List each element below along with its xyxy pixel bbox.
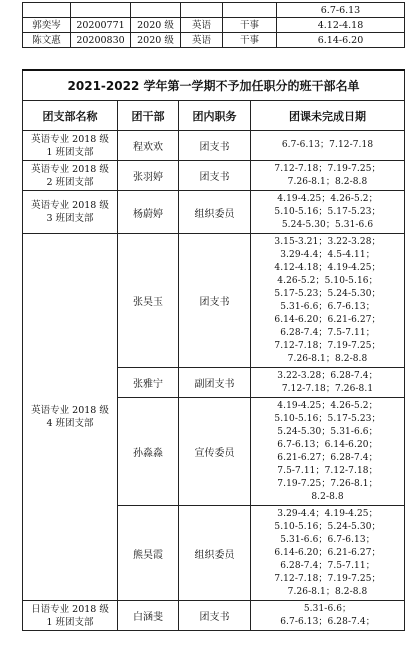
cell-grade: 2020 级	[131, 33, 181, 48]
header-cadre: 团干部	[118, 101, 179, 131]
unit-line: 4 班团支部	[46, 418, 94, 429]
cell-role: 团支书	[179, 161, 251, 191]
date-line: 5.17-5.23；5.24-5.30；	[274, 288, 381, 299]
date-line: 4.19-4.25；4.26-5.2；	[277, 400, 378, 411]
unit-line: 2 班团支部	[46, 176, 94, 188]
date-line: 7.26-8.1；8.2-8.8	[287, 176, 368, 187]
cell-role: 干事	[223, 18, 277, 33]
date-line: 5.10-5.16；5.24-5.30；	[274, 521, 381, 532]
table-row	[23, 131, 405, 161]
date-line: 5.24-5.30；5.31-6.6；	[277, 426, 378, 437]
date-line: 5.10-5.16；5.17-5.23；	[274, 413, 381, 424]
cell-dates: 6.7-6.13	[277, 3, 405, 18]
date-line: 6.14-6.20；6.21-6.27；	[274, 547, 381, 558]
date-line: 6.28-7.4；7.5-7.11；	[280, 560, 375, 571]
date-line: 3.22-3.28；6.28-7.4；	[277, 370, 378, 381]
cell-major: 英语	[181, 18, 223, 33]
cell-name: 郭奕岑	[23, 18, 71, 33]
cell-cadre: 孙淼淼	[118, 398, 179, 506]
cell-id: 20200830	[71, 33, 131, 48]
cell-role	[223, 3, 277, 18]
cell-id: 20200771	[71, 18, 131, 33]
date-line: 7.12-7.18；7.26-8.1	[281, 383, 374, 394]
cell-major	[181, 3, 223, 18]
cell-cadre: 程欢欢	[118, 131, 179, 161]
table-title: 2021-2022 学年第一学期不予加任职分的班干部名单	[23, 70, 405, 101]
cell-cadre: 张昊玉	[118, 234, 179, 368]
cell-dates: 4.12-4.18	[277, 18, 405, 33]
cell-dates	[251, 506, 405, 601]
date-line: 5.31-6.6；6.7-6.13；	[280, 301, 375, 312]
cell-role: 团支书	[179, 131, 251, 161]
cell-cadre: 杨蔚婷	[118, 191, 179, 234]
date-line: 4.26-5.2；5.10-5.16；	[277, 275, 378, 286]
date-line: 7.26-8.1；8.2-8.8	[287, 353, 368, 364]
cell-cadre: 熊昊霞	[118, 506, 179, 601]
cell-unit	[23, 131, 118, 161]
date-line: 5.31-6.6；	[303, 603, 352, 614]
unit-line: 英语专业 2018 级	[31, 163, 109, 175]
cell-dates	[251, 131, 405, 161]
cell-unit	[23, 234, 118, 601]
unit-line: 1 班团支部	[46, 616, 94, 628]
cell-role: 宣传委员	[179, 398, 251, 506]
header-role: 团内职务	[179, 101, 251, 131]
cell-role: 干事	[223, 33, 277, 48]
date-line: 7.19-7.25；7.26-8.1；	[277, 478, 378, 489]
unit-line: 日语专业 2018 级	[31, 603, 109, 615]
date-line: 5.31-6.6；6.7-6.13；	[280, 534, 375, 545]
cell-name: 陈文惠	[23, 33, 71, 48]
date-line: 6.7-6.13；6.28-7.4；	[280, 616, 375, 627]
header-unit: 团支部名称	[23, 101, 118, 131]
cell-unit	[23, 191, 118, 234]
table-row	[23, 234, 405, 368]
date-line: 3.29-4.4；4.5-4.11；	[280, 249, 375, 260]
cell-cadre: 张羽婷	[118, 161, 179, 191]
cell-grade	[131, 3, 181, 18]
date-line: 6.28-7.4；7.5-7.11；	[280, 327, 375, 338]
date-line: 4.19-4.25；4.26-5.2；	[277, 193, 378, 204]
cell-grade: 2020 级	[131, 18, 181, 33]
date-line: 3.29-4.4；4.19-4.25；	[277, 508, 378, 519]
unit-line: 1 班团支部	[46, 146, 94, 158]
table-row	[23, 161, 405, 191]
cell-cadre: 白涵斐	[118, 601, 179, 631]
date-line: 7.26-8.1；8.2-8.8	[287, 586, 368, 597]
date-line: 7.12-7.18；7.19-7.25；	[274, 340, 381, 351]
unit-line: 英语专业 2018 级	[31, 405, 109, 416]
table-row	[23, 601, 405, 631]
unit-line: 英语专业 2018 级	[31, 133, 109, 145]
table-row	[23, 33, 405, 48]
date-line: 8.2-8.8	[311, 491, 344, 502]
cell-major: 英语	[181, 33, 223, 48]
cell-role: 副团支书	[179, 368, 251, 398]
header-dates: 团课未完成日期	[251, 101, 405, 131]
date-line: 5.10-5.16；5.17-5.23；	[274, 206, 381, 217]
cell-dates	[251, 191, 405, 234]
table-row	[23, 3, 405, 18]
date-line: 6.21-6.27；6.28-7.4；	[277, 452, 378, 463]
date-line: 6.14-6.20；6.21-6.27；	[274, 314, 381, 325]
cell-unit	[23, 601, 118, 631]
date-line: 5.24-5.30；5.31-6.6	[281, 219, 374, 230]
cell-role: 团支书	[179, 234, 251, 368]
cell-role: 组织委员	[179, 191, 251, 234]
cell-id	[71, 3, 131, 18]
cell-dates	[251, 161, 405, 191]
cell-role: 组织委员	[179, 506, 251, 601]
date-line: 6.7-6.13；7.12-7.18	[281, 140, 374, 150]
date-line: 4.12-4.18；4.19-4.25；	[274, 262, 381, 273]
unit-line: 英语专业 2018 级	[31, 200, 109, 211]
cell-dates	[251, 601, 405, 631]
cell-dates	[251, 368, 405, 398]
cell-dates: 6.14-6.20	[277, 33, 405, 48]
cell-dates	[251, 398, 405, 506]
unit-line: 3 班团支部	[46, 213, 94, 224]
cell-role: 团支书	[179, 601, 251, 631]
date-line: 7.12-7.18；7.19-7.25；	[274, 573, 381, 584]
table-row	[23, 191, 405, 234]
cell-name	[23, 3, 71, 18]
date-line: 7.5-7.11；7.12-7.18；	[277, 465, 378, 476]
date-line: 3.15-3.21；3.22-3.28；	[274, 236, 381, 247]
date-line: 6.7-6.13；6.14-6.20；	[277, 439, 378, 450]
table-row	[23, 18, 405, 33]
cell-cadre: 张雅宁	[118, 368, 179, 398]
top-continuation-table	[22, 2, 405, 48]
cell-dates	[251, 234, 405, 368]
cadre-list-table	[22, 69, 405, 631]
date-line: 7.12-7.18；7.19-7.25；	[274, 163, 381, 174]
cell-unit	[23, 161, 118, 191]
